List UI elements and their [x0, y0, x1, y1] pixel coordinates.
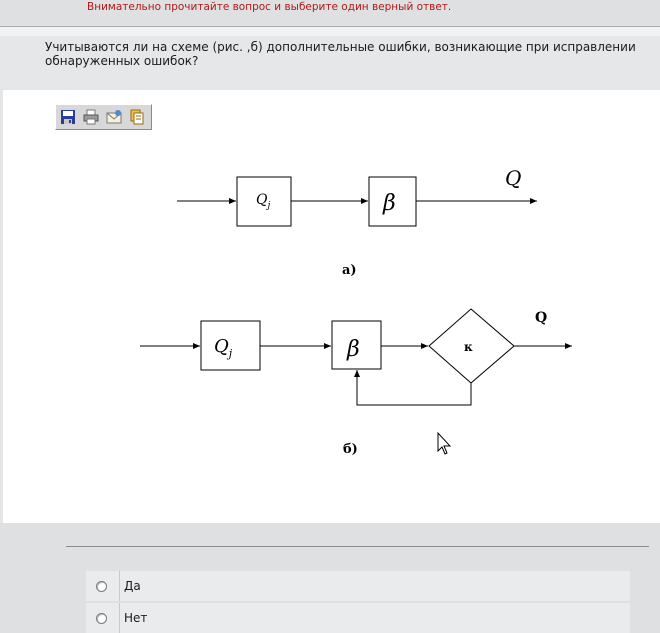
diagram-b-feedback-loop	[357, 370, 471, 405]
radio-button[interactable]	[96, 581, 107, 592]
diagram-b-block-q	[201, 321, 260, 370]
answer-label: Нет	[124, 611, 148, 625]
option-divider	[119, 571, 120, 601]
radio-button[interactable]	[96, 613, 107, 624]
question-text: Учитываются ли на схеме (рис. ,б) дополнительные ошибки, возникающие при исправлении обнаруженных ошибок?	[45, 40, 636, 68]
diagram-b-output-label: Q	[535, 310, 548, 326]
diagram-b-block-beta-label: β	[347, 337, 360, 362]
answer-label: Да	[124, 579, 141, 593]
diagram-b-decision-label: к	[464, 340, 473, 354]
diagram-a-block-beta-label: β	[383, 191, 396, 216]
diagram-a-caption: а)	[342, 263, 357, 278]
diagram-a-output-label: Q	[505, 166, 522, 190]
option-divider	[119, 603, 120, 633]
answers-separator	[66, 546, 649, 547]
diagram-a-block-q-label: $Q_j$	[256, 192, 271, 211]
diagram-b-caption: б)	[343, 442, 358, 457]
diagram-b-block-q-label: $Q_j$	[214, 336, 233, 360]
instruction-text: Внимательно прочитайте вопрос и выберите один верный ответ.	[87, 1, 452, 13]
answer-option-yes[interactable]	[86, 571, 630, 601]
answer-option-no[interactable]	[86, 603, 630, 633]
mouse-cursor-icon	[438, 433, 450, 454]
